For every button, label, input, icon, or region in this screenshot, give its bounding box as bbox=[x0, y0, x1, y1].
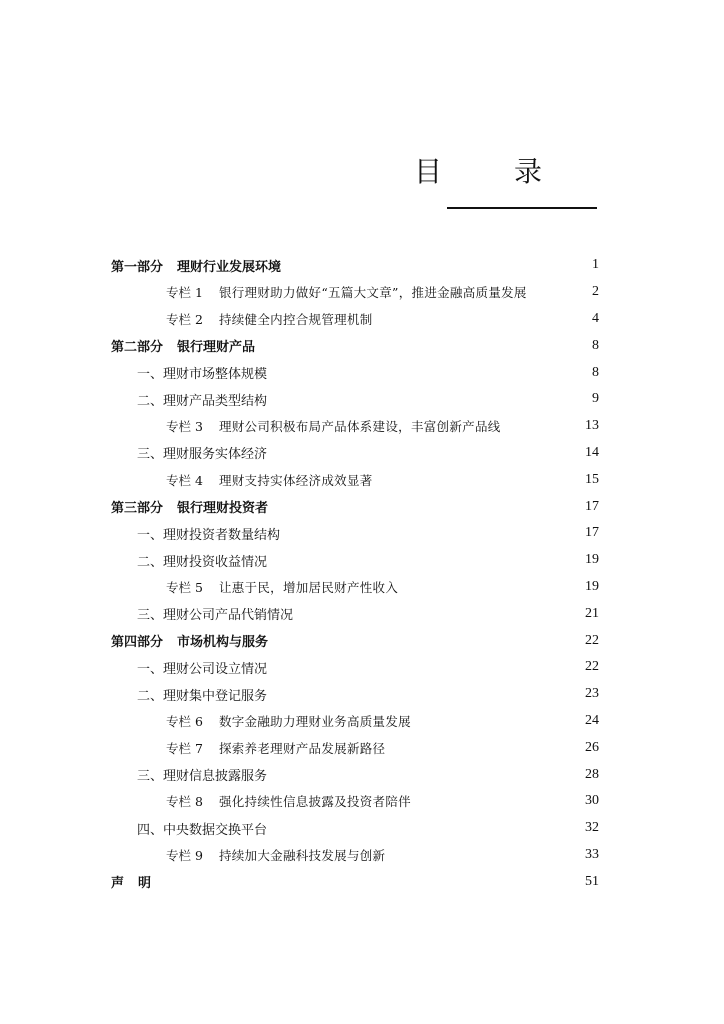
toc-section-entry[interactable] bbox=[111, 547, 599, 574]
page-number: 8 bbox=[592, 337, 599, 353]
part-title: 市场机构与服务 bbox=[177, 635, 269, 651]
column-number: 专栏 7 bbox=[166, 740, 203, 756]
toc-column-entry[interactable] bbox=[111, 466, 599, 493]
title-underline bbox=[447, 207, 597, 209]
toc-part-entry[interactable] bbox=[111, 252, 599, 279]
toc-column-entry[interactable] bbox=[111, 413, 599, 440]
column-title: 强化持续性信息披露及投资者陪伴 bbox=[218, 794, 411, 810]
column-number: 专栏 1 bbox=[166, 285, 203, 301]
toc-section-entry[interactable] bbox=[111, 761, 599, 788]
page-number: 17 bbox=[585, 525, 599, 541]
toc-column-entry[interactable] bbox=[111, 734, 599, 761]
column-number: 专栏 2 bbox=[166, 311, 203, 327]
toc-column-entry[interactable] bbox=[111, 842, 599, 869]
column-number: 专栏 8 bbox=[166, 794, 203, 810]
page-number: 51 bbox=[585, 873, 599, 889]
column-number: 专栏 3 bbox=[166, 419, 203, 435]
page-number: 8 bbox=[592, 364, 599, 380]
page-number: 26 bbox=[585, 739, 599, 755]
part-number: 第二部分 bbox=[111, 340, 164, 356]
page-number: 13 bbox=[585, 418, 599, 434]
toc-section-entry[interactable] bbox=[111, 815, 599, 842]
page-number: 30 bbox=[585, 793, 599, 809]
toc-section-entry[interactable] bbox=[111, 520, 599, 547]
toc-column-entry[interactable] bbox=[111, 306, 599, 333]
toc-part-entry[interactable] bbox=[111, 493, 599, 520]
page-number: 22 bbox=[585, 659, 599, 675]
toc-statement-entry[interactable] bbox=[111, 868, 599, 895]
page-number: 32 bbox=[585, 820, 599, 836]
toc-column-entry[interactable] bbox=[111, 279, 599, 306]
column-title: 探索养老理财产品发展新路径 bbox=[218, 740, 386, 756]
part-number: 第一部分 bbox=[111, 259, 164, 275]
section-title: 三、理财服务实体经济 bbox=[137, 447, 268, 463]
column-title: 理财支持实体经济成效显著 bbox=[218, 472, 373, 488]
part-title: 银行理财产品 bbox=[177, 340, 256, 356]
page-number: 9 bbox=[592, 391, 599, 407]
part-title: 理财行业发展环境 bbox=[177, 259, 282, 275]
toc-section-entry[interactable] bbox=[111, 359, 599, 386]
page-number: 17 bbox=[585, 498, 599, 514]
toc-column-entry[interactable] bbox=[111, 788, 599, 815]
column-number: 专栏 6 bbox=[166, 713, 203, 729]
page-number: 24 bbox=[585, 712, 599, 728]
part-title: 银行理财投资者 bbox=[177, 501, 269, 517]
toc-title: 目 录 bbox=[413, 155, 564, 188]
section-title: 三、理财公司产品代销情况 bbox=[137, 608, 294, 624]
toc-section-entry[interactable] bbox=[111, 386, 599, 413]
column-number: 专栏 9 bbox=[166, 847, 203, 863]
column-title: 持续加大金融科技发展与创新 bbox=[218, 847, 386, 863]
page-number: 2 bbox=[592, 284, 599, 300]
page-number: 28 bbox=[585, 766, 599, 782]
toc-section-entry[interactable] bbox=[111, 600, 599, 627]
page-number: 23 bbox=[585, 686, 599, 702]
section-title: 一、理财公司设立情况 bbox=[137, 661, 268, 677]
toc-section-entry[interactable] bbox=[111, 440, 599, 467]
section-title: 二、理财产品类型结构 bbox=[137, 393, 268, 409]
section-title: 一、理财市场整体规模 bbox=[137, 367, 268, 383]
toc-section-entry[interactable] bbox=[111, 681, 599, 708]
page-number: 22 bbox=[585, 632, 599, 648]
column-title: 让惠于民，增加居民财产性收入 bbox=[218, 579, 399, 595]
page-number: 1 bbox=[592, 257, 599, 273]
toc-column-entry[interactable] bbox=[111, 708, 599, 735]
page-number: 21 bbox=[585, 605, 599, 621]
toc-list bbox=[111, 252, 599, 895]
section-title: 三、理财信息披露服务 bbox=[137, 769, 268, 785]
page-number: 15 bbox=[585, 471, 599, 487]
column-title: 持续健全内控合规管理机制 bbox=[218, 311, 373, 327]
page-number: 19 bbox=[585, 552, 599, 568]
column-title: 银行理财助力做好“五篇大文章”，推进金融高质量发展 bbox=[218, 285, 527, 301]
toc-part-entry[interactable] bbox=[111, 627, 599, 654]
column-title: 理财公司积极布局产品体系建设，丰富创新产品线 bbox=[218, 419, 501, 435]
toc-column-entry[interactable] bbox=[111, 574, 599, 601]
section-title: 二、理财投资收益情况 bbox=[137, 554, 268, 570]
part-number: 第三部分 bbox=[111, 501, 164, 517]
column-number: 专栏 5 bbox=[166, 579, 203, 595]
section-title: 二、理财集中登记服务 bbox=[137, 688, 268, 704]
toc-section-entry[interactable] bbox=[111, 654, 599, 681]
part-number: 声明 bbox=[111, 876, 166, 892]
column-number: 专栏 4 bbox=[166, 472, 203, 488]
page-number: 4 bbox=[592, 310, 599, 326]
column-title: 数字金融助力理财业务高质量发展 bbox=[218, 713, 411, 729]
page-number: 14 bbox=[585, 444, 599, 460]
toc-part-entry[interactable] bbox=[111, 332, 599, 359]
section-title: 四、中央数据交换平台 bbox=[137, 822, 268, 838]
section-title: 一、理财投资者数量结构 bbox=[137, 527, 281, 543]
page-number: 19 bbox=[585, 578, 599, 594]
page-number: 33 bbox=[585, 846, 599, 862]
part-number: 第四部分 bbox=[111, 635, 164, 651]
